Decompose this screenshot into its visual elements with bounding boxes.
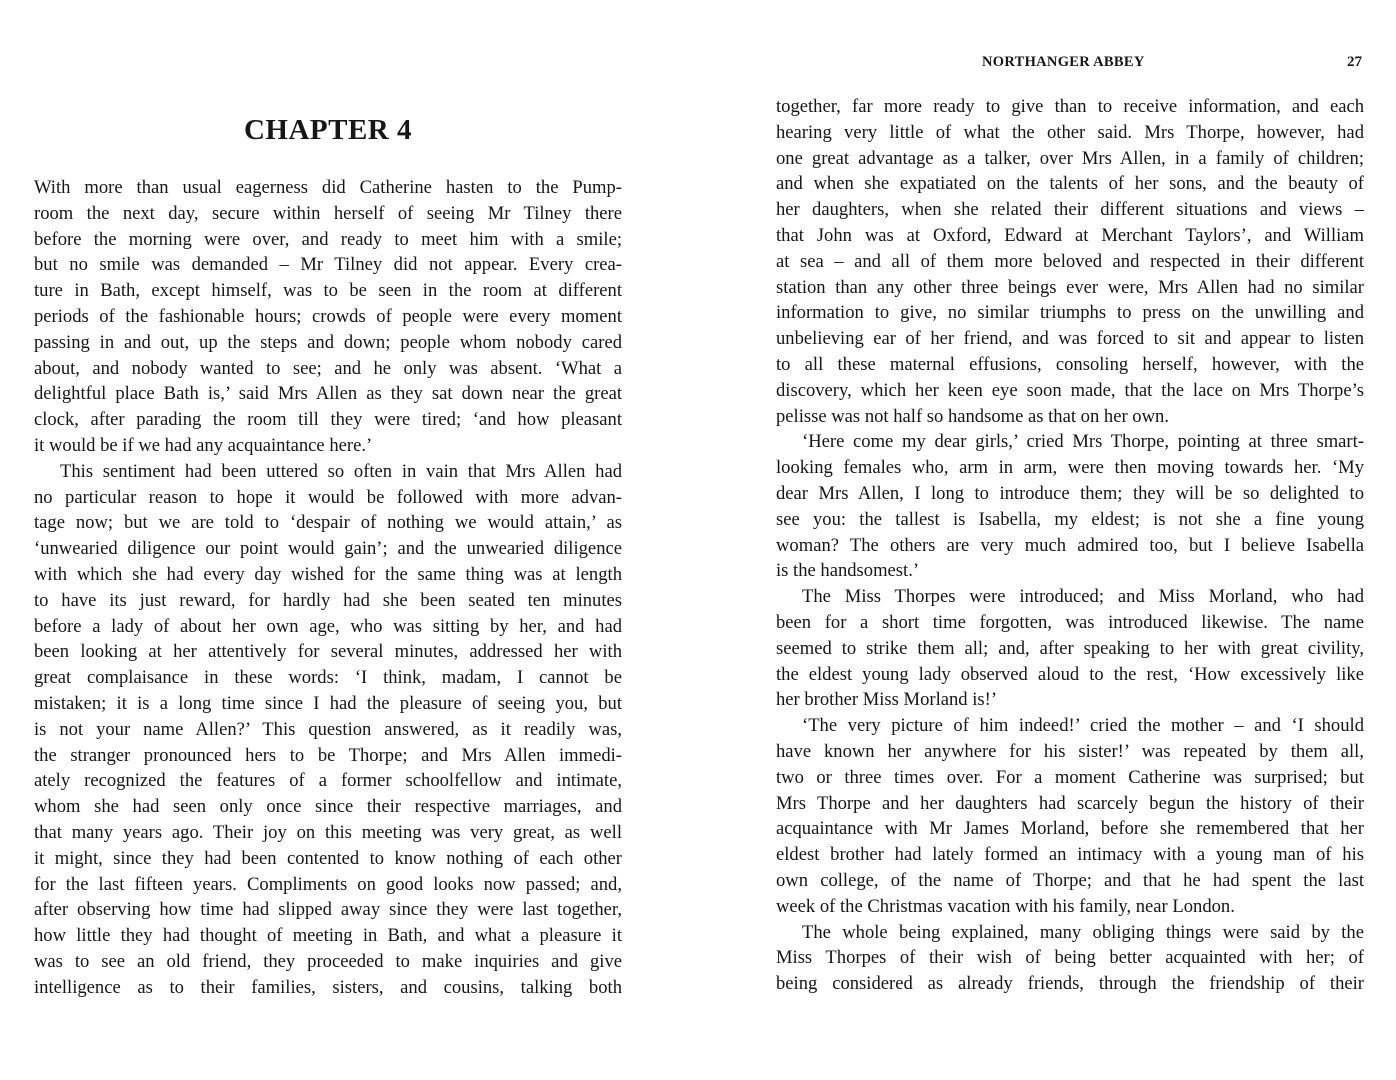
text-line: looking females who, arm in arm, were then moving towards her. ‘My (776, 457, 1364, 479)
text-line: and when she expatiated on the talents of her sons, and the beauty of (776, 173, 1364, 195)
page-number: 27 (1347, 54, 1362, 70)
text-line: together, far more ready to give than to receive information, and each (776, 96, 1364, 117)
text-line: for the last fifteen years. Compliments on good looks now passed; and, (34, 873, 622, 895)
text-line: room the next day, secure within herself of seeing Mr Tilney there (34, 202, 622, 224)
text-line: station than any other three beings ever were, Mrs Allen had no similar (776, 276, 1364, 298)
left-page-body (34, 175, 622, 1001)
text-line: one great advantage as a talker, over Mrs Allen, in a family of children; (776, 147, 1364, 169)
text-line: great complaisance in these words: ‘I think, madam, I cannot be (34, 667, 622, 689)
text-line: see you: the tallest is Isabella, my eldest; is not she a fine young (776, 508, 1364, 530)
text-line: no particular reason to hope it would be followed with more advan- (34, 486, 622, 508)
text-line: eldest brother had lately formed an intimacy with a young man of his (776, 844, 1364, 866)
text-line: seemed to strike them all; and, after speaking to her with great civility, (776, 637, 1364, 659)
left-page (0, 0, 660, 1080)
page-header (740, 54, 1362, 74)
text-line: unbelieving ear of her friend, and was forced to sit and appear to listen (776, 328, 1364, 350)
text-line: been for a short time forgotten, was introduced likewise. The name (776, 611, 1364, 633)
text-line: week of the Christmas vacation with his family, near London. (776, 895, 1235, 917)
text-line: it would be if we had any acquaintance here.’ (34, 434, 373, 456)
right-page (740, 0, 1396, 1080)
text-line: This sentiment had been uttered so often in vain that Mrs Allen had (60, 460, 622, 482)
text-line: woman? The others are very much admired too, but I believe Isabella (776, 534, 1364, 556)
text-line: pelisse was not half so handsome as that on her own. (776, 405, 1169, 427)
text-line: before the morning were over, and ready to meet him with a smile; (34, 228, 622, 250)
text-line: with which she had every day wished for the same thing was at length (34, 563, 622, 585)
text-line: is the handsomest.’ (776, 560, 920, 582)
text-line: after observing how time had slipped away since they were last together, (34, 899, 622, 921)
text-line: to all these maternal effusions, consoling herself, however, with the (776, 353, 1364, 375)
text-line: is not your name Allen?’ This question answered, as it readily was, (34, 718, 622, 740)
text-line: two or three times over. For a moment Catherine was surprised; but (776, 766, 1364, 788)
text-line: about, and nobody wanted to see; and he only was absent. ‘What a (34, 357, 622, 379)
text-line: Miss Thorpes of their wish of being better acquainted with her; of (776, 947, 1364, 969)
running-head: NORTHANGER ABBEY (982, 54, 1145, 70)
text-line: her brother Miss Morland is!’ (776, 689, 998, 711)
text-line: being considered as already friends, through the friendship of their (776, 973, 1364, 995)
text-line: to have its just reward, for hardly had she been seated ten minutes (34, 589, 622, 611)
text-line: at sea – and all of them more beloved and respected in their different (776, 250, 1364, 272)
text-line: it might, since they had been contented to know nothing of each other (34, 847, 622, 869)
text-line: ture in Bath, except himself, was to be seen in the room at different (34, 280, 622, 302)
text-line: delightful place Bath is,’ said Mrs Allen as they sat down near the great (34, 383, 622, 405)
text-line: periods of the fashionable hours; crowds of people were every moment (34, 305, 622, 327)
text-line: the stranger pronounced hers to be Thorpe; and Mrs Allen immedi- (34, 744, 622, 766)
text-line: how little they had thought of meeting in Bath, and what a pleasure it (34, 925, 622, 947)
text-line: that many years ago. Their joy on this meeting was very great, as well (34, 821, 622, 843)
text-line: passing in and out, up the steps and down; people whom nobody cared (34, 331, 622, 353)
text-line: but no smile was demanded – Mr Tilney did not appear. Every crea- (34, 254, 622, 276)
text-line: ‘The very picture of him indeed!’ cried the mother – and ‘I should (802, 715, 1364, 737)
text-line: tage now; but we are told to ‘despair of nothing we would attain,’ as (34, 512, 622, 534)
text-line: The Miss Thorpes were introduced; and Miss Morland, who had (802, 586, 1364, 608)
text-line: dear Mrs Allen, I long to introduce them; they will be so delighted to (776, 482, 1364, 504)
text-line: ‘Here come my dear girls,’ cried Mrs Thorpe, pointing at three smart- (802, 431, 1364, 453)
text-line: that John was at Oxford, Edward at Merchant Taylors’, and William (776, 224, 1364, 246)
text-line: the eldest young lady observed aloud to the rest, ‘How excessively like (776, 663, 1364, 685)
text-line: whom she had seen only once since their respective marriages, and (34, 796, 622, 818)
text-line: before a lady of about her own age, who was sitting by her, and had (34, 615, 622, 637)
text-line: intelligence as to their families, sisters, and cousins, talking both (34, 976, 622, 998)
text-line: ‘unwearied diligence our point would gain’; and the unwearied diligence (34, 538, 622, 560)
text-line: have known her anywhere for his sister!’ was repeated by them all, (776, 740, 1364, 762)
text-line: acquaintance with Mr James Morland, before she remembered that her (776, 818, 1364, 840)
text-line: been looking at her attentively for several minutes, addressed her with (34, 641, 622, 663)
text-line: was to see an old friend, they proceeded to make inquiries and give (34, 950, 622, 972)
right-page-body (776, 94, 1364, 997)
text-line: information to give, no similar triumphs to press on the unwilling and (776, 302, 1364, 324)
text-line: her daughters, when she related their different situations and views – (776, 199, 1364, 221)
text-line: clock, after parading the room till they were tired; ‘and how pleasant (34, 409, 622, 431)
text-line: The whole being explained, many obliging things were said by the (802, 921, 1364, 943)
text-line: With more than usual eagerness did Catherine hasten to the Pump- (34, 177, 622, 198)
text-line: hearing very little of what the other said. Mrs Thorpe, however, had (776, 121, 1364, 143)
text-line: Mrs Thorpe and her daughters had scarcely begun the history of their (776, 792, 1364, 814)
text-line: own college, of the name of Thorpe; and that he had spent the last (776, 869, 1364, 891)
chapter-title: CHAPTER 4 (243, 114, 413, 146)
text-line: discovery, which her keen eye soon made, that the lace on Mrs Thorpe’s (776, 379, 1364, 401)
text-line: mistaken; it is a long time since I had the pleasure of seeing you, but (34, 692, 622, 714)
text-line: ately recognized the features of a former schoolfellow and intimate, (34, 770, 622, 792)
